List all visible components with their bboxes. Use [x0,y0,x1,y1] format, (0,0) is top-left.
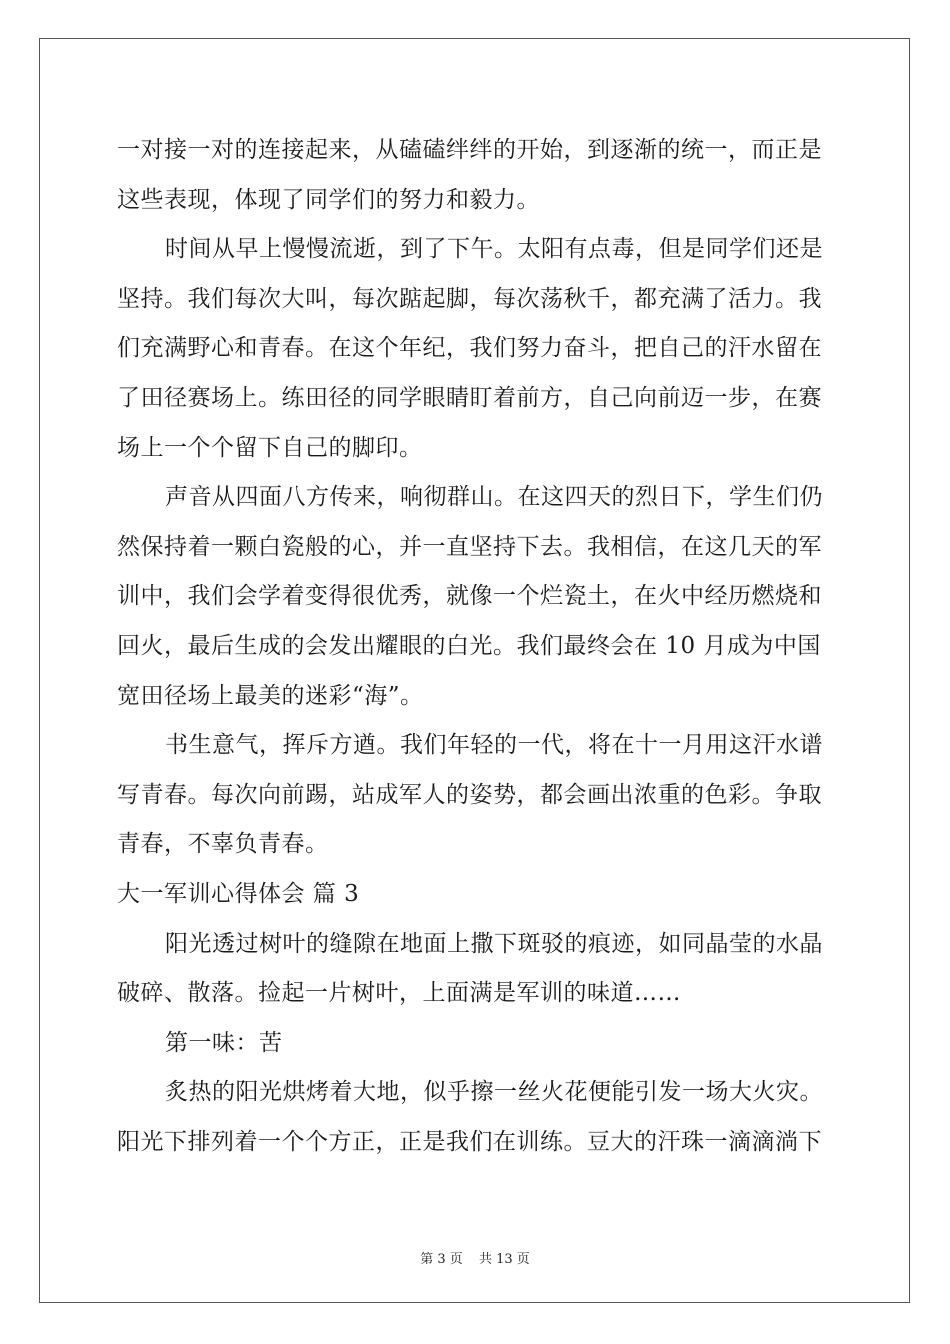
paragraph-start-line: 时间从早上慢慢流逝，到了下午。太阳有点毒，但是同学们还是 [165,236,823,263]
text-line: 破碎、散落。捡起一片树叶，上面满是军训的味道…… [117,980,681,1007]
text-line: 写青春。每次向前踢，站成军人的姿势，都会画出浓重的色彩。争取 [117,781,822,808]
text-line: 了田径赛场上。练田径的同学眼睛盯着前方，自己向前迈一步，在赛 [117,384,822,411]
text-line: 训中，我们会学着变得很优秀，就像一个烂瓷土，在火中经历燃烧和 [117,583,822,610]
page-number: 第 3 页 [420,1252,463,1267]
paragraph-start-line: 书生意气，挥斥方遒。我们年轻的一代，将在十一月用这汗水谱 [165,732,823,759]
subheading-line: 第一味：苦 [165,1029,283,1056]
document-body [117,126,833,1167]
text-line: 回火，最后生成的会发出耀眼的白光。我们最终会在 10 月成为中国 [117,632,821,659]
page-footer [0,1248,950,1267]
page-total: 共 13 页 [478,1252,530,1267]
paragraph-start-line: 炙热的阳光烘烤着大地，似乎擦一丝火花便能引发一场大火灾。 [165,1079,823,1106]
text-line: 一对接一对的连接起来，从磕磕绊绊的开始，到逐渐的统一，而正是 [117,137,822,163]
paragraph-start-line: 声音从四面八方传来，响彻群山。在这四天的烈日下，学生们仍 [165,484,823,511]
section-heading: 大一军训心得体会 篇 3 [117,880,360,907]
text-line: 阳光下排列着一个个方正，正是我们在训练。豆大的汗珠一滴滴淌下 [117,1128,822,1155]
paragraph-start-line: 阳光透过树叶的缝隙在地面上撒下斑驳的痕迹，如同晶莹的水晶 [165,930,823,957]
text-line: 青春，不辜负青春。 [117,831,329,858]
text-line: 这些表现，体现了同学们的努力和毅力。 [117,186,540,213]
text-line: 宽田径场上最美的迷彩“海”。 [117,682,424,709]
text-line: 场上一个个留下自己的脚印。 [117,434,423,461]
text-line: 然保持着一颗白瓷般的心，并一直坚持下去。我相信，在这几天的军 [117,533,822,560]
text-line: 们充满野心和青春。在这个年纪，我们努力奋斗，把自己的汗水留在 [117,335,822,362]
text-line: 坚持。我们每次大叫，每次踮起脚，每次荡秋千，都充满了活力。我 [117,285,822,312]
